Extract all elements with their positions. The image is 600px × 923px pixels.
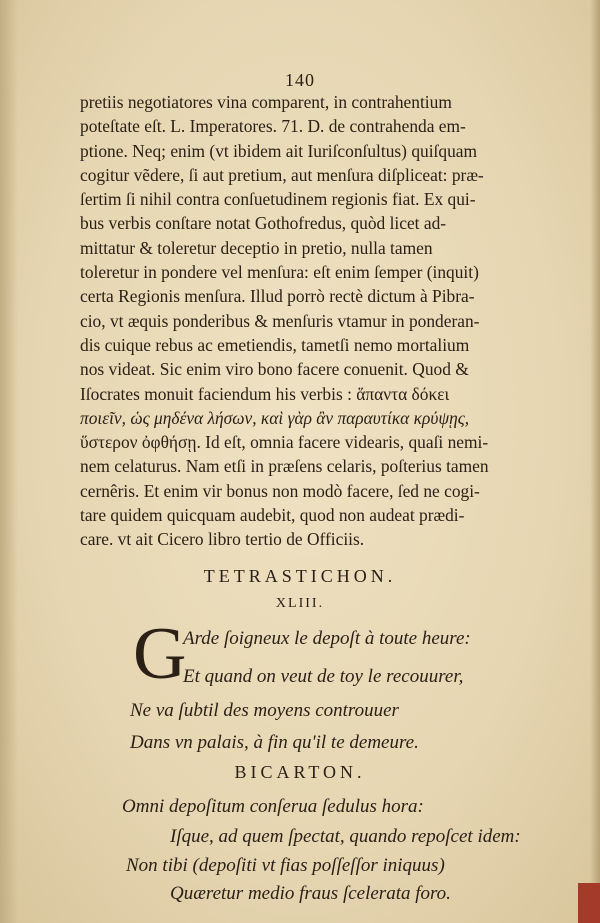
latin-verse-line: Iſque, ad quem ſpectat, quando repoſcet idem: [170,826,521,847]
text-line: bus verbis conſtare notat Gothofredus, quòd licet ad- [80,213,447,234]
page-left-edge-shadow [0,0,18,923]
drop-cap-letter: G [133,613,187,695]
prose-paragraph [80,90,570,552]
french-verse-line: Ne va ſubtil des moyens controuuer [130,700,399,721]
text-line: nem celaturus. Nam etſi in præſens celaris, poſterius tamen [80,456,489,477]
text-line: certa Regionis menſura. Illud porrò rectè dictum à Pibra- [80,286,475,307]
text-line: Iſocrates monuit faciendum his verbis : ἅπαντα δόκει [80,383,450,404]
text-line: poteſtate eſt. L. Imperatores. 71. D. de contrahenda em- [80,116,466,137]
section-heading-tetrastichon: TETRASTICHON. [203,566,397,586]
section-heading-bicarton: BICARTON. [234,762,366,782]
latin-verse-line: Non tibi (depoſiti vt fias poſſeſſor iniquus) [126,855,445,876]
text-line: tare quidem quicquam audebit, quod non audeat prædi- [80,505,465,526]
text-line: mittatur & toleretur deceptio in pretio, nulla tamen [80,237,433,258]
french-verse-line: Dans vn palais, à fin qu'il te demeure. [130,732,419,753]
french-verse-line: Et quand on veut de toy le recouurer, [183,666,464,687]
text-line: cogitur vẽdere, ſi aut pretium, aut menſura diſpliceat: præ- [80,164,484,185]
text-line: toleretur in pondere vel menſura: eſt enim ſemper (inquit) [80,262,479,283]
section-number: XLIII. [275,596,325,611]
page-right-edge-shadow [590,0,600,923]
text-line: dis cuique rebus ac emetiendis, tametſi nemo mortalium [80,334,470,355]
text-line: ptione. Neq; enim (vt ibidem ait Iuriſconſultus) quiſquam [80,140,478,161]
greek-text-line: ποιεῖν, ὡς μηδένα λήσων, καὶ γὰρ ἂν παραυτίκα κρύψῃς, [80,407,470,428]
latin-verse-line: Omni depoſitum conſerua ſedulus hora: [122,796,424,817]
text-line: ὕστερον ὀφθήσῃ. Id eſt, omnia facere videaris, quaſi nemi- [80,432,489,453]
text-line: cio, vt æquis ponderibus & menſuris vtamur in ponderan- [80,310,480,331]
text-line: cernêris. Et enim vir bonus non modò facere, ſed ne cogi- [80,480,480,501]
text-line: pretiis negotiatores vina comparent, in contrahentium [80,92,452,112]
french-verse-line: Arde ſoigneux le depoſt à toute heure: [183,628,471,649]
page-number: 140 [285,70,315,90]
latin-verse-line: Quæretur medio fraus ſcelerata foro. [170,883,451,904]
red-bookmark-strip [578,883,600,923]
text-line: ſertim ſi nihil contra conſuetudinem regionis fiat. Ex qui- [80,189,476,210]
text-line: nos videat. Sic enim viro bono facere conuenit. Quod & [80,359,469,380]
text-line: care. vt ait Cicero libro tertio de Officiis. [80,529,365,550]
